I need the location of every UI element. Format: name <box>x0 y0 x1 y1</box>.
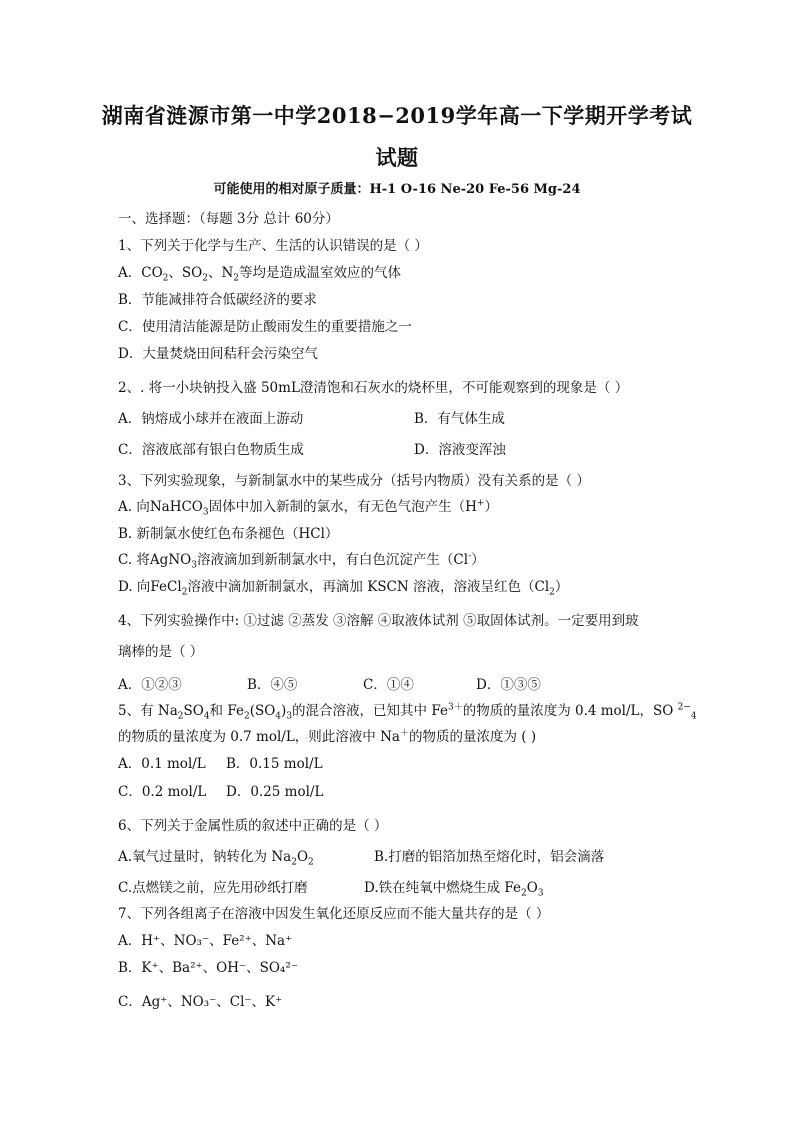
q6-option-d: D.铁在纯氧中燃烧生成 $Fe_2O_3$ <box>364 880 544 899</box>
q4-option-a: A．①②③ <box>118 677 182 693</box>
q7-option-a: A．H⁺、NO₃⁻、Fe²⁺、Na⁺ <box>118 933 293 949</box>
q4-stem-line2: 璃棒的是（ ） <box>118 644 204 660</box>
atomic-mass-note: 可能使用的相对原子质量：H-1 O-16 Ne-20 Fe-56 Mg-24 <box>213 182 581 197</box>
q4-option-b: B．④⑤ <box>247 677 298 693</box>
q2-option-d: D．溶液变浑浊 <box>414 442 506 458</box>
q7-option-c: C．Ag⁺、NO₃⁻、Cl⁻、K⁺ <box>118 994 283 1010</box>
q3-stem: 3、下列实验现象，与新制氯水中的某些成分（括号内物质）没有关系的是（ ） <box>118 473 590 489</box>
q1-option-c: C．使用清洁能源是防止酸雨发生的重要措施之一 <box>118 319 412 335</box>
q1-option-d: D．大量焚烧田间秸秆会污染空气 <box>118 346 318 362</box>
q3-option-c: C. 将AgNO$_3$溶液滴加到新制氯水中，有白色沉淀产生（Cl-） <box>118 551 485 571</box>
q5-option-a: A．0.1 mol/L <box>118 756 206 772</box>
q5-option-c: C．0.2 mol/L <box>118 784 207 800</box>
exam-title-line2: 试题 <box>375 145 419 170</box>
q2-option-c: C．溶液底部有银白色物质生成 <box>118 442 304 458</box>
q5-stem-line1: 5、有 $Na_2SO_4$和 $Fe_2(SO_4)_3$的混合溶液，已知其中 $Fe^{3+}$的物质的量浓度为 0.4 mol/L，SO $^{2-}_4$ <box>118 702 697 722</box>
q6-option-c: C.点燃镁之前，应先用砂纸打磨 <box>118 880 308 896</box>
exam-title-line1: 湖南省涟源市第一中学2018−2019学年高一下学期开学考试 <box>101 103 693 128</box>
q6-stem: 6、下列关于金属性质的叙述中正确的是（ ） <box>118 818 388 834</box>
q3-option-b: B. 新制氯水使红色布条褪色（HCl） <box>118 526 339 542</box>
q3-option-d: D. 向FeCl$_2$溶液中滴加新制氯水，再滴加 KSCN 溶液，溶液呈红色$(Cl_2)$ <box>118 579 569 598</box>
q6-option-a: A.氧气过量时，钠转化为 $Na_2O_2$ <box>118 849 314 868</box>
q5-option-b: B．0.15 mol/L <box>226 756 323 772</box>
q2-option-a: A．钠熔成小球并在液面上游动 <box>118 411 304 427</box>
q4-option-c: C．①④ <box>363 677 414 693</box>
q1-option-a: A．$CO_2$、$SO_2$、$N_2$等均是造成温室效应的气体 <box>118 265 401 284</box>
q2-option-b: B．有气体生成 <box>414 411 505 427</box>
q5-stem-line2: 的物质的量浓度为 0.7 mol/L，则此溶液中 Na＋的物质的量浓度为 ( ) <box>118 728 537 745</box>
section-heading: 一、选择题：（每题 3分 总计 60分） <box>118 211 339 227</box>
q1-stem: 1、下列关于化学与生产、生活的认识错误的是（ ） <box>118 238 428 254</box>
q6-option-b: B.打磨的铝箔加热至熔化时，铝会滴落 <box>374 849 605 865</box>
q3-option-a: A. 向NaHCO$_3$固体中加入新制的氯水，有无色气泡产生（H+） <box>118 498 498 518</box>
q1-option-b: B．节能减排符合低碳经济的要求 <box>118 292 317 308</box>
q4-option-d: D．①③⑤ <box>476 677 541 693</box>
q7-option-b: B．K⁺、Ba²⁺、OH⁻、SO₄²⁻ <box>118 960 298 976</box>
q5-option-d: D．0.25 mol/L <box>226 784 324 800</box>
q7-stem: 7、下列各组离子在溶液中因发生氧化还原反应而不能大量共存的是（ ） <box>118 906 550 922</box>
q4-stem-line1: 4、下列实验操作中: ①过滤 ②蒸发 ③溶解 ④取液体试剂 ⑤取固体试剂。一定要用到玻 <box>118 613 639 629</box>
q2-stem: 2、. 将一小块钠投入盛 50mL澄清饱和石灰水的烧杯里，不可能观察到的现象是（ ） <box>118 380 629 396</box>
